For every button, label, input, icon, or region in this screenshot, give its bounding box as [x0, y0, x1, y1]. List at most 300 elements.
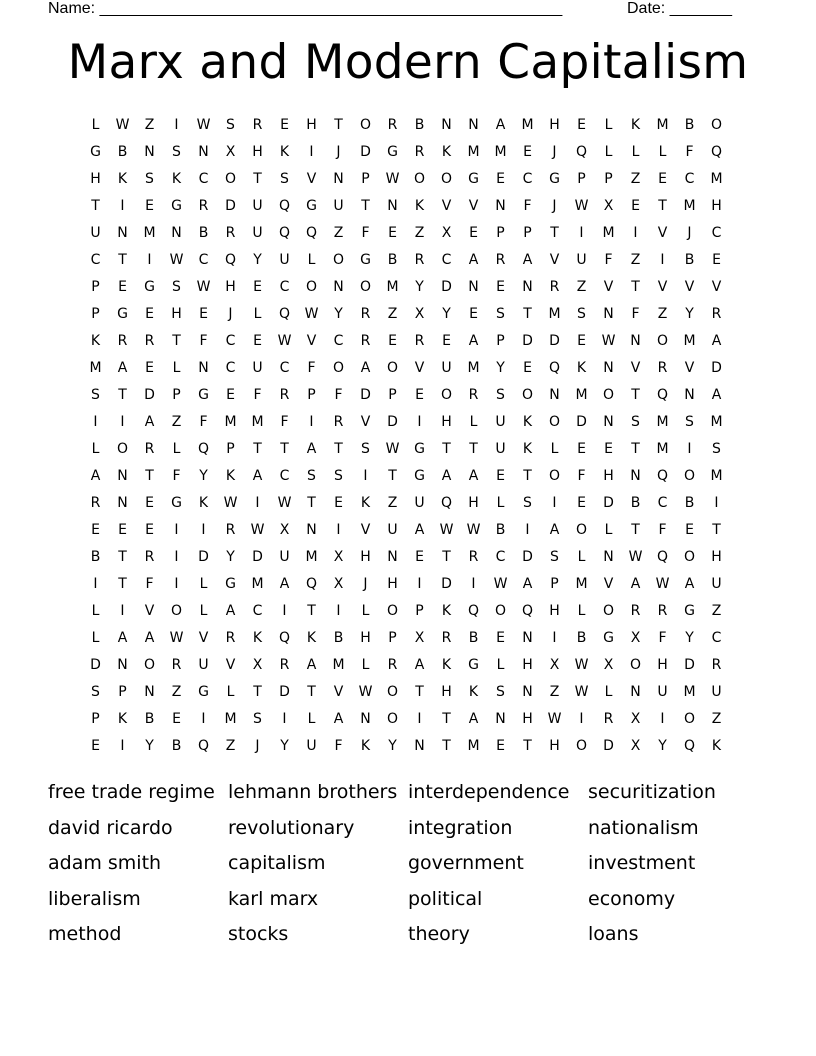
grid-letter[interactable]: R	[387, 116, 398, 133]
grid-letter[interactable]: G	[414, 467, 425, 484]
grid-letter[interactable]: L	[577, 548, 586, 565]
grid-letter[interactable]: B	[414, 116, 425, 133]
grid-letter[interactable]: O	[683, 548, 696, 565]
grid-letter[interactable]: E	[712, 251, 721, 268]
grid-letter[interactable]: A	[144, 413, 155, 430]
grid-letter[interactable]: R	[657, 602, 668, 619]
grid-letter[interactable]: V	[630, 359, 641, 376]
grid-letter[interactable]: Q	[467, 602, 480, 619]
grid-letter[interactable]: C	[657, 494, 668, 511]
grid-letter[interactable]: S	[91, 683, 100, 700]
grid-letter[interactable]: Z	[711, 602, 722, 619]
grid-letter[interactable]: G	[144, 278, 155, 295]
grid-letter[interactable]: Q	[656, 548, 669, 565]
grid-letter[interactable]: M	[656, 116, 669, 133]
grid-letter[interactable]: S	[172, 143, 181, 160]
grid-letter[interactable]: L	[226, 683, 235, 700]
grid-letter[interactable]: Y	[199, 467, 208, 484]
grid-letter[interactable]: E	[442, 332, 451, 349]
grid-letter[interactable]: I	[174, 521, 179, 538]
grid-letter[interactable]: I	[147, 251, 152, 268]
grid-letter[interactable]: I	[93, 413, 98, 430]
grid-letter[interactable]: N	[495, 710, 506, 727]
grid-letter[interactable]: I	[714, 494, 719, 511]
grid-letter[interactable]: H	[711, 197, 722, 214]
grid-letter[interactable]: X	[603, 197, 614, 214]
grid-letter[interactable]: G	[684, 602, 695, 619]
grid-letter[interactable]: M	[683, 683, 696, 700]
grid-letter[interactable]: B	[387, 251, 398, 268]
grid-letter[interactable]: N	[468, 116, 479, 133]
grid-letter[interactable]: R	[144, 548, 155, 565]
grid-letter[interactable]: E	[118, 278, 127, 295]
grid-letter[interactable]: T	[118, 575, 127, 592]
grid-letter[interactable]: I	[174, 116, 179, 133]
grid-letter[interactable]: S	[91, 386, 100, 403]
grid-letter[interactable]: N	[630, 332, 641, 349]
grid-letter[interactable]: R	[279, 386, 290, 403]
grid-letter[interactable]: I	[201, 710, 206, 727]
grid-letter[interactable]: F	[172, 467, 181, 484]
grid-letter[interactable]: T	[118, 251, 127, 268]
grid-letter[interactable]: M	[548, 305, 561, 322]
grid-letter[interactable]: X	[630, 629, 641, 646]
grid-letter[interactable]: O	[494, 602, 507, 619]
grid-letter[interactable]: R	[90, 494, 101, 511]
grid-letter[interactable]: Y	[496, 359, 505, 376]
grid-letter[interactable]: N	[144, 143, 155, 160]
grid-letter[interactable]: X	[603, 656, 614, 673]
grid-letter[interactable]: F	[145, 575, 154, 592]
grid-letter[interactable]: F	[631, 305, 640, 322]
grid-letter[interactable]: Y	[415, 278, 424, 295]
grid-letter[interactable]: E	[199, 305, 208, 322]
grid-letter[interactable]: I	[417, 710, 422, 727]
grid-letter[interactable]: O	[386, 683, 399, 700]
grid-letter[interactable]: O	[683, 467, 696, 484]
grid-letter[interactable]: V	[360, 521, 371, 538]
grid-letter[interactable]: E	[172, 710, 181, 727]
grid-letter[interactable]: U	[441, 359, 452, 376]
grid-letter[interactable]: G	[198, 683, 209, 700]
grid-letter[interactable]: D	[252, 548, 263, 565]
grid-letter[interactable]: T	[334, 116, 343, 133]
grid-letter[interactable]: A	[252, 467, 263, 484]
grid-letter[interactable]: I	[201, 521, 206, 538]
grid-letter[interactable]: N	[198, 143, 209, 160]
grid-letter[interactable]: Q	[278, 629, 291, 646]
grid-letter[interactable]: E	[91, 737, 100, 754]
grid-letter[interactable]: Z	[657, 305, 668, 322]
grid-letter[interactable]: D	[711, 359, 722, 376]
grid-letter[interactable]: M	[521, 116, 534, 133]
grid-letter[interactable]: S	[172, 278, 181, 295]
grid-letter[interactable]: O	[683, 710, 696, 727]
grid-letter[interactable]: W	[628, 548, 643, 565]
grid-letter[interactable]: C	[225, 359, 236, 376]
grid-letter[interactable]: B	[576, 629, 587, 646]
grid-letter[interactable]: F	[577, 467, 586, 484]
grid-letter[interactable]: D	[576, 413, 587, 430]
grid-letter[interactable]: U	[252, 197, 263, 214]
grid-letter[interactable]: V	[306, 170, 317, 187]
grid-letter[interactable]: Z	[630, 251, 641, 268]
grid-letter[interactable]: D	[387, 413, 398, 430]
grid-letter[interactable]: U	[414, 494, 425, 511]
grid-letter[interactable]: L	[631, 143, 640, 160]
grid-letter[interactable]: Q	[440, 494, 453, 511]
grid-letter[interactable]: O	[575, 737, 588, 754]
grid-letter[interactable]: V	[225, 656, 236, 673]
grid-letter[interactable]: T	[523, 305, 532, 322]
grid-letter[interactable]: R	[549, 278, 560, 295]
grid-letter[interactable]: T	[658, 197, 667, 214]
grid-letter[interactable]: L	[550, 440, 559, 457]
grid-letter[interactable]: N	[117, 467, 128, 484]
grid-letter[interactable]: W	[223, 494, 238, 511]
grid-letter[interactable]: X	[279, 521, 290, 538]
grid-letter[interactable]: M	[656, 413, 669, 430]
grid-letter[interactable]: N	[198, 359, 209, 376]
grid-letter[interactable]: S	[577, 305, 586, 322]
grid-letter[interactable]: T	[442, 710, 451, 727]
grid-letter[interactable]: V	[414, 359, 425, 376]
grid-letter[interactable]: U	[711, 683, 722, 700]
grid-letter[interactable]: T	[172, 332, 181, 349]
grid-letter[interactable]: V	[441, 197, 452, 214]
grid-letter[interactable]: O	[440, 386, 453, 403]
grid-letter[interactable]: A	[522, 251, 533, 268]
grid-letter[interactable]: P	[226, 440, 235, 457]
grid-letter[interactable]: E	[496, 170, 505, 187]
grid-letter[interactable]: T	[523, 737, 532, 754]
grid-letter[interactable]: N	[117, 224, 128, 241]
grid-letter[interactable]: T	[253, 170, 262, 187]
grid-letter[interactable]: T	[307, 494, 316, 511]
grid-letter[interactable]: Y	[253, 251, 262, 268]
grid-letter[interactable]: Q	[656, 386, 669, 403]
grid-letter[interactable]: C	[279, 467, 290, 484]
grid-letter[interactable]: I	[687, 440, 692, 457]
grid-letter[interactable]: G	[549, 170, 560, 187]
grid-letter[interactable]: O	[602, 386, 615, 403]
grid-letter[interactable]: C	[711, 224, 722, 241]
grid-letter[interactable]: F	[253, 386, 262, 403]
grid-letter[interactable]: H	[171, 305, 182, 322]
grid-letter[interactable]: W	[601, 332, 616, 349]
grid-letter[interactable]: I	[309, 143, 314, 160]
grid-letter[interactable]: W	[439, 521, 454, 538]
grid-letter[interactable]: Q	[278, 197, 291, 214]
grid-letter[interactable]: V	[198, 629, 209, 646]
grid-letter[interactable]: E	[496, 737, 505, 754]
grid-letter[interactable]: M	[575, 575, 588, 592]
grid-letter[interactable]: U	[387, 521, 398, 538]
grid-letter[interactable]: I	[255, 494, 260, 511]
grid-letter[interactable]: F	[523, 197, 532, 214]
grid-letter[interactable]: Q	[575, 143, 588, 160]
grid-letter[interactable]: U	[252, 224, 263, 241]
grid-letter[interactable]: W	[493, 575, 508, 592]
grid-letter[interactable]: I	[336, 602, 341, 619]
grid-letter[interactable]: K	[441, 656, 452, 673]
grid-letter[interactable]: B	[90, 548, 101, 565]
grid-letter[interactable]: E	[415, 386, 424, 403]
grid-letter[interactable]: X	[414, 629, 425, 646]
grid-letter[interactable]: N	[549, 386, 560, 403]
grid-letter[interactable]: T	[253, 440, 262, 457]
grid-letter[interactable]: W	[304, 305, 319, 322]
grid-letter[interactable]: R	[468, 548, 479, 565]
grid-letter[interactable]: A	[522, 575, 533, 592]
grid-letter[interactable]: I	[282, 710, 287, 727]
grid-letter[interactable]: H	[522, 710, 533, 727]
grid-letter[interactable]: M	[305, 548, 318, 565]
grid-letter[interactable]: N	[441, 116, 452, 133]
grid-letter[interactable]: Y	[442, 305, 451, 322]
grid-letter[interactable]: E	[496, 467, 505, 484]
grid-letter[interactable]: Q	[656, 467, 669, 484]
grid-letter[interactable]: E	[496, 629, 505, 646]
grid-letter[interactable]: O	[116, 440, 129, 457]
grid-letter[interactable]: M	[575, 386, 588, 403]
grid-letter[interactable]: U	[576, 251, 587, 268]
grid-letter[interactable]: U	[279, 548, 290, 565]
grid-letter[interactable]: E	[577, 332, 586, 349]
grid-letter[interactable]: D	[360, 143, 371, 160]
grid-letter[interactable]: N	[630, 467, 641, 484]
grid-letter[interactable]: K	[306, 629, 317, 646]
grid-letter[interactable]: R	[468, 386, 479, 403]
grid-letter[interactable]: M	[683, 332, 696, 349]
grid-letter[interactable]: Z	[711, 710, 722, 727]
grid-letter[interactable]: P	[361, 170, 370, 187]
grid-letter[interactable]: I	[363, 467, 368, 484]
grid-letter[interactable]: V	[603, 278, 614, 295]
grid-letter[interactable]: K	[279, 143, 290, 160]
letter-grid[interactable]	[82, 111, 732, 759]
grid-letter[interactable]: F	[658, 629, 667, 646]
grid-letter[interactable]: M	[602, 224, 615, 241]
grid-letter[interactable]: K	[117, 710, 128, 727]
grid-letter[interactable]: G	[468, 170, 479, 187]
grid-letter[interactable]: C	[198, 251, 209, 268]
grid-letter[interactable]: K	[630, 116, 641, 133]
grid-letter[interactable]: F	[361, 224, 370, 241]
grid-letter[interactable]: K	[360, 494, 371, 511]
grid-letter[interactable]: L	[307, 710, 316, 727]
grid-letter[interactable]: S	[712, 440, 721, 457]
grid-letter[interactable]: W	[115, 116, 130, 133]
grid-letter[interactable]: X	[630, 737, 641, 754]
grid-letter[interactable]: B	[198, 224, 209, 241]
grid-letter[interactable]: E	[469, 305, 478, 322]
grid-letter[interactable]: K	[90, 332, 101, 349]
grid-letter[interactable]: P	[91, 710, 100, 727]
grid-letter[interactable]: H	[657, 656, 668, 673]
grid-letter[interactable]: R	[603, 710, 614, 727]
grid-letter[interactable]: K	[171, 170, 182, 187]
grid-letter[interactable]: U	[306, 737, 317, 754]
grid-letter[interactable]: S	[550, 548, 559, 565]
grid-letter[interactable]: V	[549, 251, 560, 268]
grid-letter[interactable]: L	[361, 656, 370, 673]
date-field-label[interactable]: Date: _______	[627, 0, 732, 17]
grid-letter[interactable]: E	[145, 197, 154, 214]
grid-letter[interactable]: U	[495, 440, 506, 457]
grid-letter[interactable]: D	[603, 494, 614, 511]
grid-letter[interactable]: A	[117, 359, 128, 376]
grid-letter[interactable]: J	[336, 143, 341, 160]
grid-letter[interactable]: S	[361, 440, 370, 457]
grid-letter[interactable]: L	[604, 521, 613, 538]
grid-letter[interactable]: W	[169, 251, 184, 268]
grid-letter[interactable]: I	[633, 224, 638, 241]
grid-letter[interactable]: A	[711, 386, 722, 403]
grid-letter[interactable]: B	[117, 143, 128, 160]
grid-letter[interactable]: F	[199, 413, 208, 430]
grid-letter[interactable]: A	[333, 710, 344, 727]
grid-letter[interactable]: V	[711, 278, 722, 295]
grid-letter[interactable]: L	[199, 602, 208, 619]
grid-letter[interactable]: N	[171, 224, 182, 241]
grid-letter[interactable]: K	[360, 737, 371, 754]
grid-letter[interactable]: B	[333, 629, 344, 646]
grid-letter[interactable]: T	[307, 683, 316, 700]
grid-letter[interactable]: T	[442, 440, 451, 457]
grid-letter[interactable]: G	[171, 494, 182, 511]
grid-letter[interactable]: N	[603, 548, 614, 565]
grid-letter[interactable]: I	[579, 710, 584, 727]
grid-letter[interactable]: R	[225, 521, 236, 538]
grid-letter[interactable]: T	[145, 467, 154, 484]
grid-letter[interactable]: E	[577, 440, 586, 457]
grid-letter[interactable]: T	[442, 548, 451, 565]
grid-letter[interactable]: C	[279, 359, 290, 376]
grid-letter[interactable]: V	[144, 602, 155, 619]
grid-letter[interactable]: A	[468, 332, 479, 349]
grid-letter[interactable]: B	[630, 494, 641, 511]
grid-letter[interactable]: A	[441, 467, 452, 484]
grid-letter[interactable]: K	[198, 494, 209, 511]
grid-letter[interactable]: E	[280, 116, 289, 133]
grid-letter[interactable]: A	[225, 602, 236, 619]
grid-letter[interactable]: R	[225, 629, 236, 646]
grid-letter[interactable]: N	[360, 710, 371, 727]
grid-letter[interactable]: O	[386, 602, 399, 619]
grid-letter[interactable]: E	[91, 521, 100, 538]
grid-letter[interactable]: O	[332, 251, 345, 268]
grid-letter[interactable]: E	[118, 521, 127, 538]
grid-letter[interactable]: N	[117, 656, 128, 673]
grid-letter[interactable]: C	[495, 548, 506, 565]
grid-letter[interactable]: I	[660, 251, 665, 268]
grid-letter[interactable]: W	[547, 710, 562, 727]
grid-letter[interactable]: D	[441, 575, 452, 592]
grid-letter[interactable]: T	[253, 683, 262, 700]
grid-letter[interactable]: Y	[226, 548, 235, 565]
grid-letter[interactable]: P	[91, 278, 100, 295]
grid-letter[interactable]: T	[631, 521, 640, 538]
grid-letter[interactable]: K	[414, 197, 425, 214]
grid-letter[interactable]: V	[333, 683, 344, 700]
grid-letter[interactable]: Q	[305, 224, 318, 241]
grid-letter[interactable]: R	[630, 602, 641, 619]
grid-letter[interactable]: G	[360, 251, 371, 268]
grid-letter[interactable]: R	[387, 656, 398, 673]
grid-letter[interactable]: N	[468, 278, 479, 295]
grid-letter[interactable]: L	[469, 413, 478, 430]
grid-letter[interactable]: R	[225, 224, 236, 241]
grid-letter[interactable]: C	[333, 332, 344, 349]
grid-letter[interactable]: N	[603, 359, 614, 376]
grid-letter[interactable]: Z	[630, 170, 641, 187]
grid-letter[interactable]: Z	[576, 278, 587, 295]
grid-letter[interactable]: E	[145, 494, 154, 511]
grid-letter[interactable]: V	[468, 197, 479, 214]
grid-letter[interactable]: C	[252, 602, 263, 619]
grid-letter[interactable]: U	[711, 575, 722, 592]
grid-letter[interactable]: G	[117, 305, 128, 322]
grid-letter[interactable]: T	[631, 440, 640, 457]
grid-letter[interactable]: I	[174, 548, 179, 565]
grid-letter[interactable]: Q	[683, 737, 696, 754]
grid-letter[interactable]: Q	[548, 359, 561, 376]
grid-letter[interactable]: E	[253, 332, 262, 349]
grid-letter[interactable]: P	[307, 386, 316, 403]
grid-letter[interactable]: Y	[388, 737, 397, 754]
grid-letter[interactable]: C	[441, 251, 452, 268]
grid-letter[interactable]: R	[414, 251, 425, 268]
grid-letter[interactable]: A	[144, 629, 155, 646]
grid-letter[interactable]: T	[307, 602, 316, 619]
grid-letter[interactable]: I	[417, 575, 422, 592]
grid-letter[interactable]: M	[89, 359, 102, 376]
grid-letter[interactable]: D	[441, 278, 452, 295]
grid-letter[interactable]: H	[603, 467, 614, 484]
grid-letter[interactable]: Z	[333, 224, 344, 241]
grid-letter[interactable]: I	[579, 224, 584, 241]
grid-letter[interactable]: W	[358, 683, 373, 700]
grid-letter[interactable]: W	[250, 521, 265, 538]
grid-letter[interactable]: C	[90, 251, 101, 268]
grid-letter[interactable]: J	[363, 575, 368, 592]
grid-letter[interactable]: E	[604, 440, 613, 457]
grid-letter[interactable]: O	[656, 332, 669, 349]
grid-letter[interactable]: I	[552, 629, 557, 646]
grid-letter[interactable]: I	[120, 737, 125, 754]
grid-letter[interactable]: O	[359, 116, 372, 133]
grid-letter[interactable]: F	[334, 386, 343, 403]
grid-letter[interactable]: F	[604, 251, 613, 268]
grid-letter[interactable]: G	[198, 386, 209, 403]
grid-letter[interactable]: R	[657, 359, 668, 376]
grid-letter[interactable]: W	[196, 278, 211, 295]
grid-letter[interactable]: B	[684, 251, 695, 268]
grid-letter[interactable]: Z	[387, 494, 398, 511]
grid-letter[interactable]: G	[387, 143, 398, 160]
grid-letter[interactable]: E	[631, 197, 640, 214]
grid-letter[interactable]: R	[495, 251, 506, 268]
grid-letter[interactable]: O	[548, 467, 561, 484]
grid-letter[interactable]: B	[684, 116, 695, 133]
grid-letter[interactable]: A	[279, 575, 290, 592]
grid-letter[interactable]: H	[549, 737, 560, 754]
grid-letter[interactable]: L	[361, 602, 370, 619]
grid-letter[interactable]: T	[415, 683, 424, 700]
grid-letter[interactable]: W	[385, 170, 400, 187]
grid-letter[interactable]: M	[467, 143, 480, 160]
